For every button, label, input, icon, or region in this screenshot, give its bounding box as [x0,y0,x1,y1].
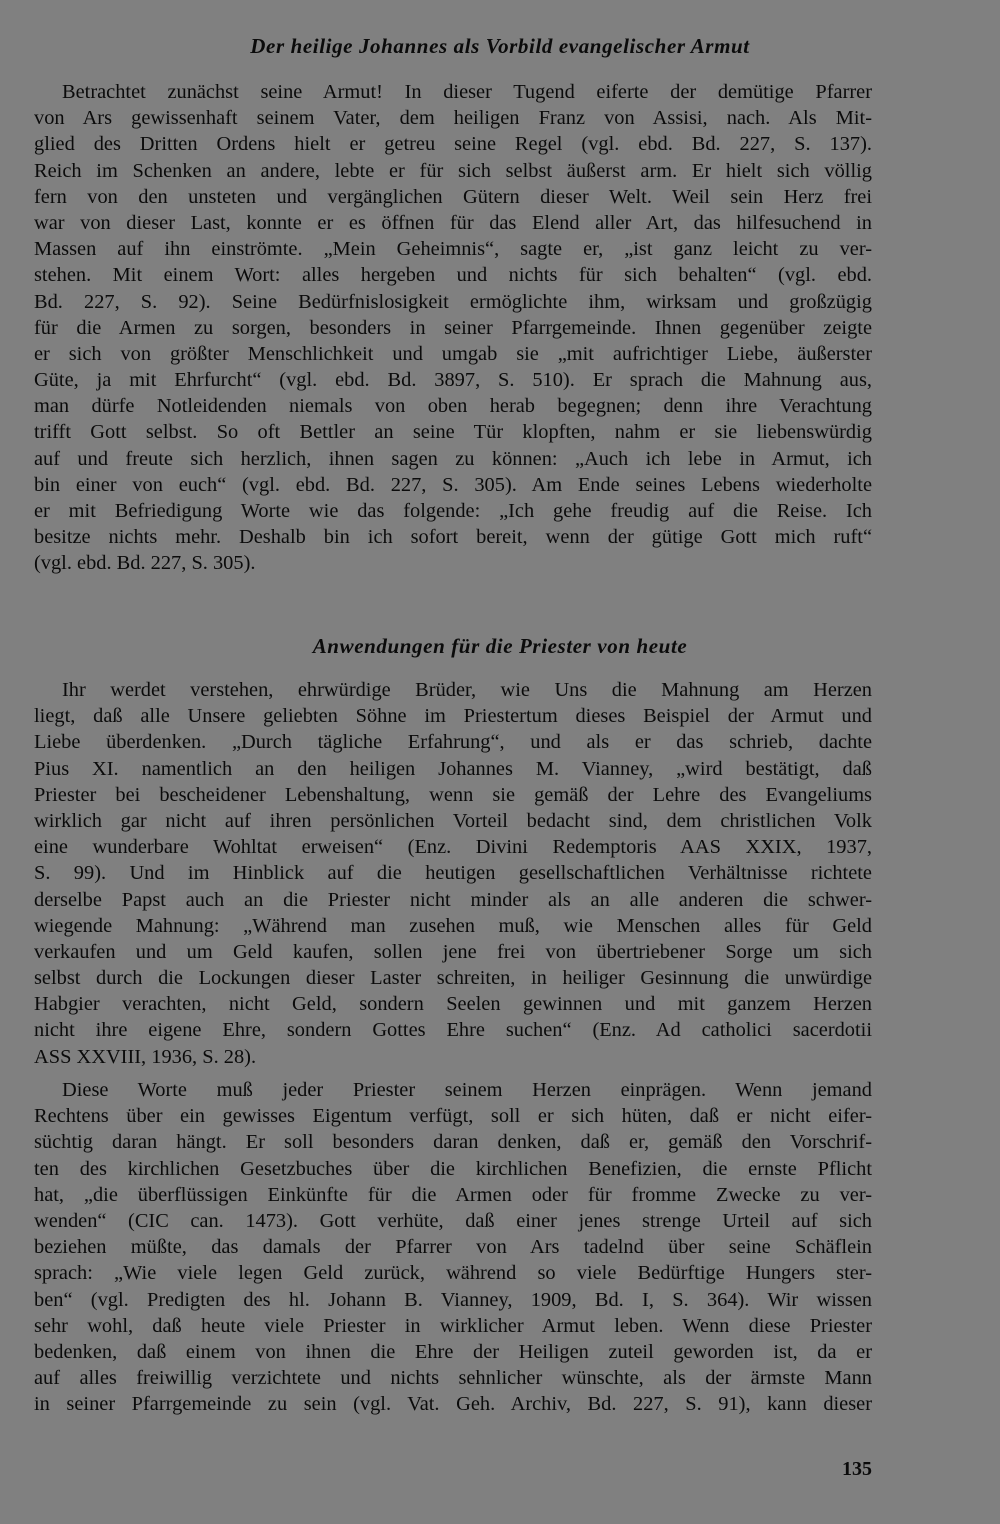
text-line: bedenken, daß einem von ihnen die Ehre der Heiligen zuteil geworden ist, da er [34,1340,872,1363]
text-line: ASS XXVIII, 1936, S. 28). [34,1045,257,1068]
text-line: trifft Gott selbst. So oft Bettler an seine Tür klopften, nahm er sie liebenswürdig [34,421,872,444]
text-line: S. 99). Und im Hinblick auf die heutigen gesellschaftlichen Verhältnisse richtete [34,862,872,885]
text-line: Massen auf ihn einströmte. „Mein Geheimnis“, sagte er, „ist ganz leicht zu ver- [34,238,872,261]
paragraph-applications-1 [34,677,872,1070]
text-line: eine wunderbare Wohltat erweisen“ (Enz. Divini Redemptoris AAS XXIX, 1937, [34,836,872,859]
text-line: in seiner Pfarrgemeinde zu sein (vgl. Vat. Geh. Archiv, Bd. 227, S. 91), kann dieser [34,1393,872,1416]
text-line: wiegende Mahnung: „Während man zusehen muß, wie Menschen alles für Geld [34,914,872,937]
section-heading-poverty: Der heilige Johannes als Vorbild evangelischer Armut [250,34,750,58]
text-line: ben“ (vgl. Predigten des hl. Johann B. Vianney, 1909, Bd. I, S. 364). Wir wissen [34,1288,872,1311]
text-line: Ihr werdet verstehen, ehrwürdige Brüder, wie Uns die Mahnung am Herzen [62,679,872,701]
text-line: bin einer von euch“ (vgl. ebd. Bd. 227, S. 305). Am Ende seines Lebens wiederholte [34,473,872,496]
text-line: Pius XI. namentlich an den heiligen Johannes M. Vianney, „wird bestätigt, daß [34,757,872,780]
text-line: stehen. Mit einem Wort: alles hergeben und nichts für sich behalten“ (vgl. ebd. [34,264,872,287]
paragraph-applications-2 [34,1077,872,1417]
text-line: fern von den unsteten und vergänglichen Gütern dieser Welt. Weil sein Herz frei [34,185,872,208]
text-line: Rechtens über ein gewisses Eigentum verfügt, soll er sich hüten, daß er nicht eifer- [34,1105,872,1128]
text-line: auf alles freiwillig verzichtete und nichts sehnlicher wünschte, als der ärmste Mann [34,1367,872,1390]
text-line: Diese Worte muß jeder Priester seinem Herzen einprägen. Wenn jemand [62,1079,872,1101]
text-line: von Ars gewissenhaft seinem Vater, dem heiligen Franz von Assisi, nach. Als Mit- [34,107,872,130]
text-line: sehr wohl, daß heute viele Priester in wirklicher Armut leben. Wenn diese Priester [34,1314,872,1337]
text-line: nicht ihre eigene Ehre, sondern Gottes Ehre suchen“ (Enz. Ad catholici sacerdotii [34,1019,872,1042]
text-line: derselbe Papst auch an die Priester nicht minder als an alle anderen die schwer- [34,888,872,911]
text-line: wirklich gar nicht auf ihren persönlichen Vorteil bedacht sind, dem christlichen Volk [34,809,872,832]
text-line: glied des Dritten Ordens hielt er getreu seine Regel (vgl. ebd. Bd. 227, S. 137). [34,133,872,156]
text-line: (vgl. ebd. Bd. 227, S. 305). [34,552,256,575]
text-line: war von dieser Last, konnte er es öffnen für das Elend aller Art, das hilfesuchend in [34,211,872,234]
text-line: besitze nichts mehr. Deshalb bin ich sofort bereit, wenn der gütige Gott mich ruft“ [34,526,872,549]
text-line: sprach: „Wie viele legen Geld zurück, während so viele Bedürftige Hungers ster- [34,1262,872,1285]
text-line: für die Armen zu sorgen, besonders in seiner Pfarrgemeinde. Ihnen gegenüber zeigte [34,316,872,339]
section-heading-applications: Anwendungen für die Priester von heute [312,634,688,658]
text-line: süchtig daran hängt. Er soll besonders daran denken, daß er, gemäß den Vorschrif- [34,1131,872,1154]
text-line: Bd. 227, S. 92). Seine Bedürfnislosigkeit ermöglichte ihm, wirksam und großzügig [34,290,872,313]
text-line: wenden“ (CIC can. 1473). Gott verhüte, daß einer jenes strenge Urteil auf sich [34,1209,872,1232]
page-number: 135 [842,1458,872,1480]
text-line: auf und freute sich herzlich, ihnen sagen zu können: „Auch ich lebe in Armut, ich [34,447,872,470]
text-line: Betrachtet zunächst seine Armut! In dieser Tugend eiferte der demütige Pfarrer [62,81,872,103]
text-line: selbst durch die Lockungen dieser Laster schreiten, in heiliger Gesinnung die unwürdige [34,967,872,990]
text-line: er mit Befriedigung Worte wie das folgende: „Ich gehe freudig auf die Reise. Ich [34,500,872,522]
text-line: Reich im Schenken an andere, lebte er für sich selbst äußerst arm. Er hielt sich völlig [34,159,872,182]
text-line: er sich von größter Menschlichkeit und umgab sie „mit aufrichtiger Liebe, äußerster [34,342,872,365]
text-line: Güte, ja mit Ehrfurcht“ (vgl. ebd. Bd. 3897, S. 510). Er sprach die Mahnung aus, [34,369,872,392]
text-line: ten des kirchlichen Gesetzbuches über die kirchlichen Benefizien, die ernste Pflicht [34,1157,872,1180]
text-line: Liebe überdenken. „Durch tägliche Erfahrung“, und als er das schrieb, dachte [34,731,872,754]
paragraph-poverty [34,79,872,577]
text-line: hat, „die überflüssigen Einkünfte für die Armen oder für fromme Zwecke zu ver- [34,1183,872,1206]
text-line: liegt, daß alle Unsere geliebten Söhne im Priestertum dieses Beispiel der Armut und [34,705,872,728]
text-line: man dürfe Notleidenden niemals von oben herab begegnen; denn ihre Verachtung [34,395,872,418]
text-line: verkaufen und um Geld kaufen, sollen jene frei von übertriebener Sorge um sich [34,940,872,963]
text-line: beziehen müßte, das damals der Pfarrer von Ars tadelnd über seine Schäflein [34,1236,872,1259]
text-line: Habgier verachten, nicht Geld, sondern Seelen gewinnen und mit ganzem Herzen [34,993,872,1016]
text-line: Priester bei bescheidener Lebenshaltung, wenn sie gemäß der Lehre des Evangeliums [34,783,872,806]
